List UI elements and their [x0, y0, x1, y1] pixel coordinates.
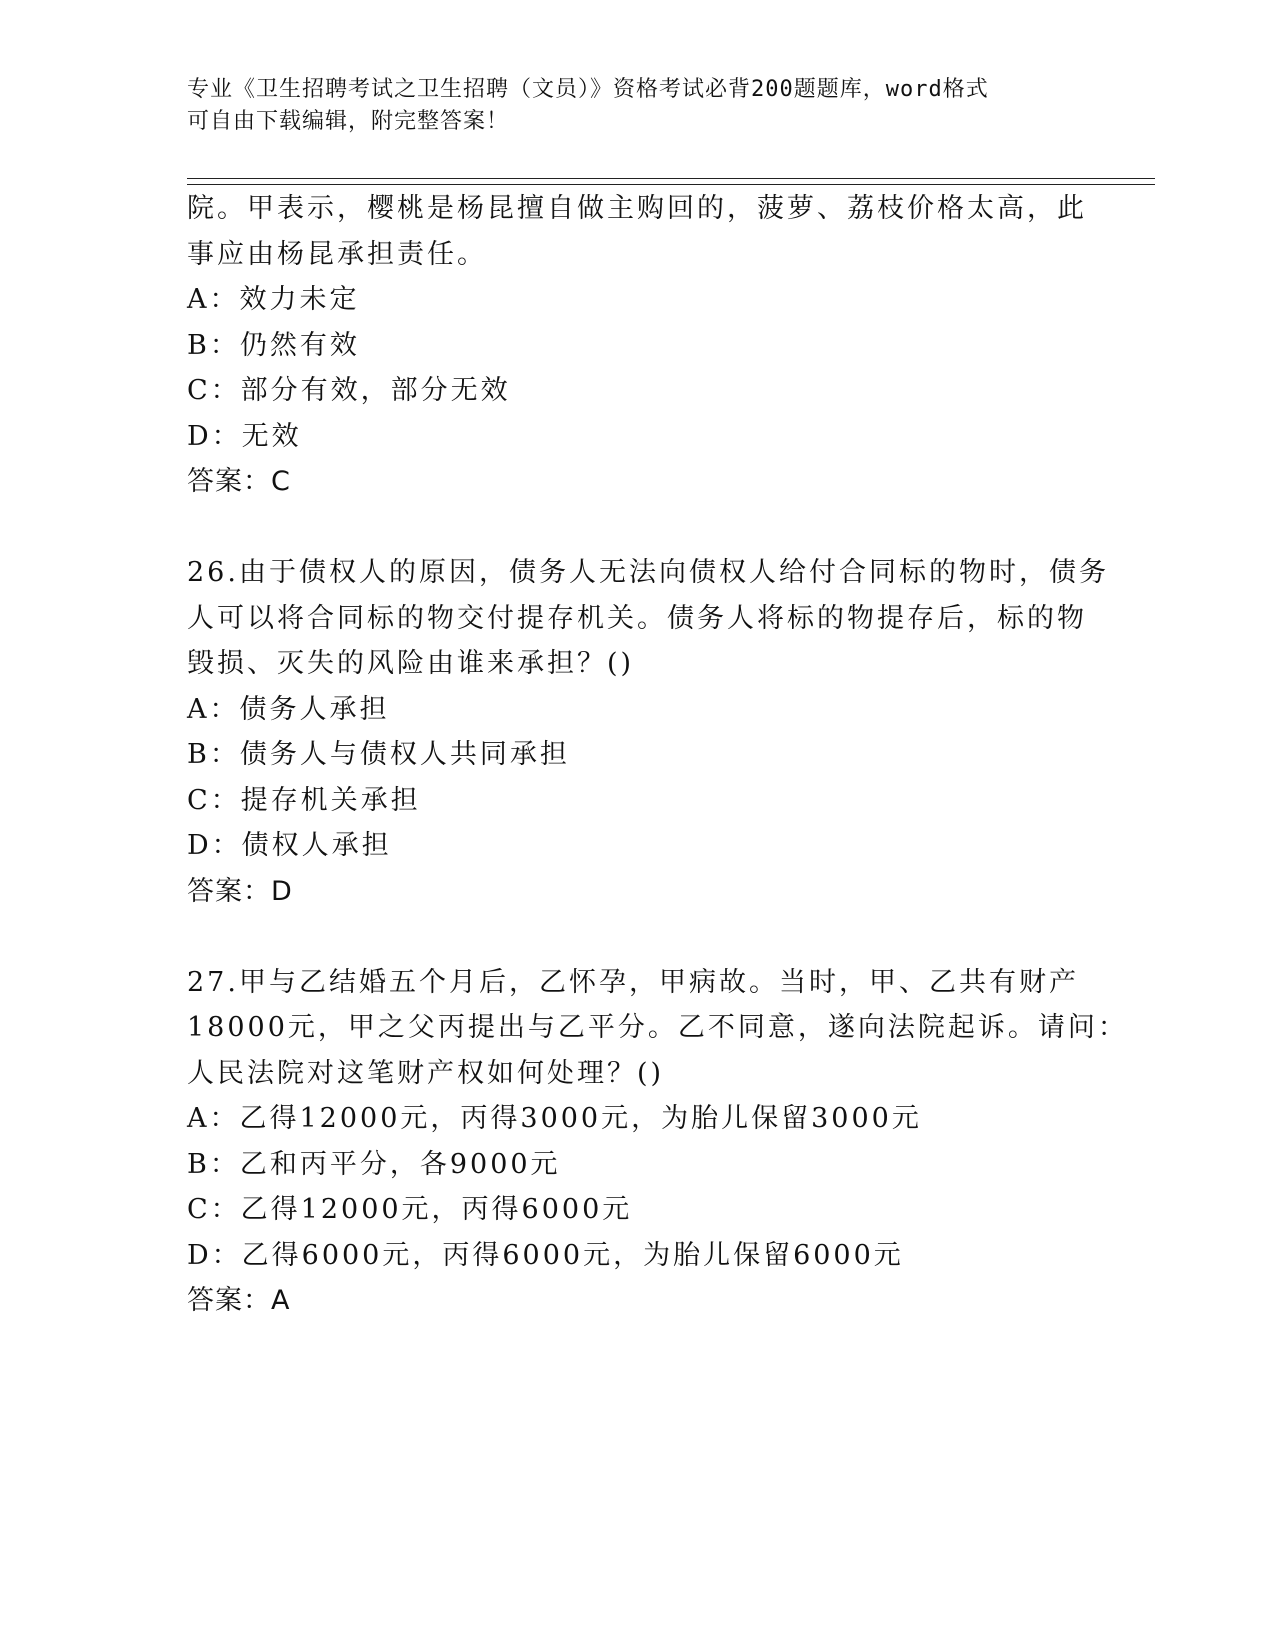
option-a: A：效力未定 [187, 284, 360, 315]
header-line-1: 专业《卫生招聘考试之卫生招聘（文员）》资格考试必背200题题库，word格式 [187, 77, 989, 102]
option-d: D：无效 [187, 420, 302, 452]
header-divider-top [187, 178, 1155, 179]
header-divider-bottom [187, 184, 1155, 185]
option-c: C：乙得12000元，丙得6000元 [187, 1194, 633, 1225]
answer-label: 答案：A [187, 1285, 291, 1316]
option-d: D：债权人承担 [187, 830, 392, 861]
header-line-2: 可自由下载编辑，附完整答案！ [187, 109, 510, 134]
answer-label: 答案：D [187, 875, 293, 907]
question-26 [187, 550, 1109, 914]
option-a: A：乙得12000元，丙得3000元，为胎儿保留3000元 [187, 1103, 922, 1134]
question-text-line: 18000元，甲之父丙提出与乙平分。乙不同意，遂向法院起诉。请问： [187, 1012, 1128, 1043]
option-a: A：债务人承担 [187, 693, 390, 725]
document-header [187, 74, 1087, 138]
question-text-line: 26.由于债权人的原因，债务人无法向债权人给付合同标的物时，债务 [187, 557, 1109, 588]
question-text-line: 毁损、灭失的风险由谁来承担？() [187, 648, 635, 679]
spacer [187, 914, 1087, 960]
option-b: B：债务人与债权人共同承担 [187, 739, 570, 770]
spacer [187, 505, 1087, 551]
question-text-line: 人民法院对这笔财产权如何处理？() [187, 1057, 665, 1089]
answer-label: 答案：C [187, 466, 291, 497]
option-b: B：乙和丙平分，各9000元 [187, 1148, 561, 1180]
option-b: B：仍然有效 [187, 329, 360, 361]
question-27 [187, 960, 1128, 1324]
question-text-line: 事应由杨昆承担责任。 [187, 238, 487, 270]
question-text-line: 人可以将合同标的物交付提存机关。债务人将标的物提存后，标的物 [187, 602, 1087, 634]
option-c: C：部分有效，部分无效 [187, 375, 511, 406]
document-body [187, 186, 1128, 1324]
option-d: D：乙得6000元，丙得6000元，为胎儿保留6000元 [187, 1239, 904, 1271]
question-text-line: 27.甲与乙结婚五个月后，乙怀孕，甲病故。当时，甲、乙共有财产 [187, 966, 1079, 998]
option-c: C：提存机关承担 [187, 784, 421, 816]
question-25-continuation [187, 186, 1087, 505]
question-text-line: 院。甲表示，樱桃是杨昆擅自做主购回的，菠萝、荔枝价格太高，此 [187, 193, 1087, 224]
